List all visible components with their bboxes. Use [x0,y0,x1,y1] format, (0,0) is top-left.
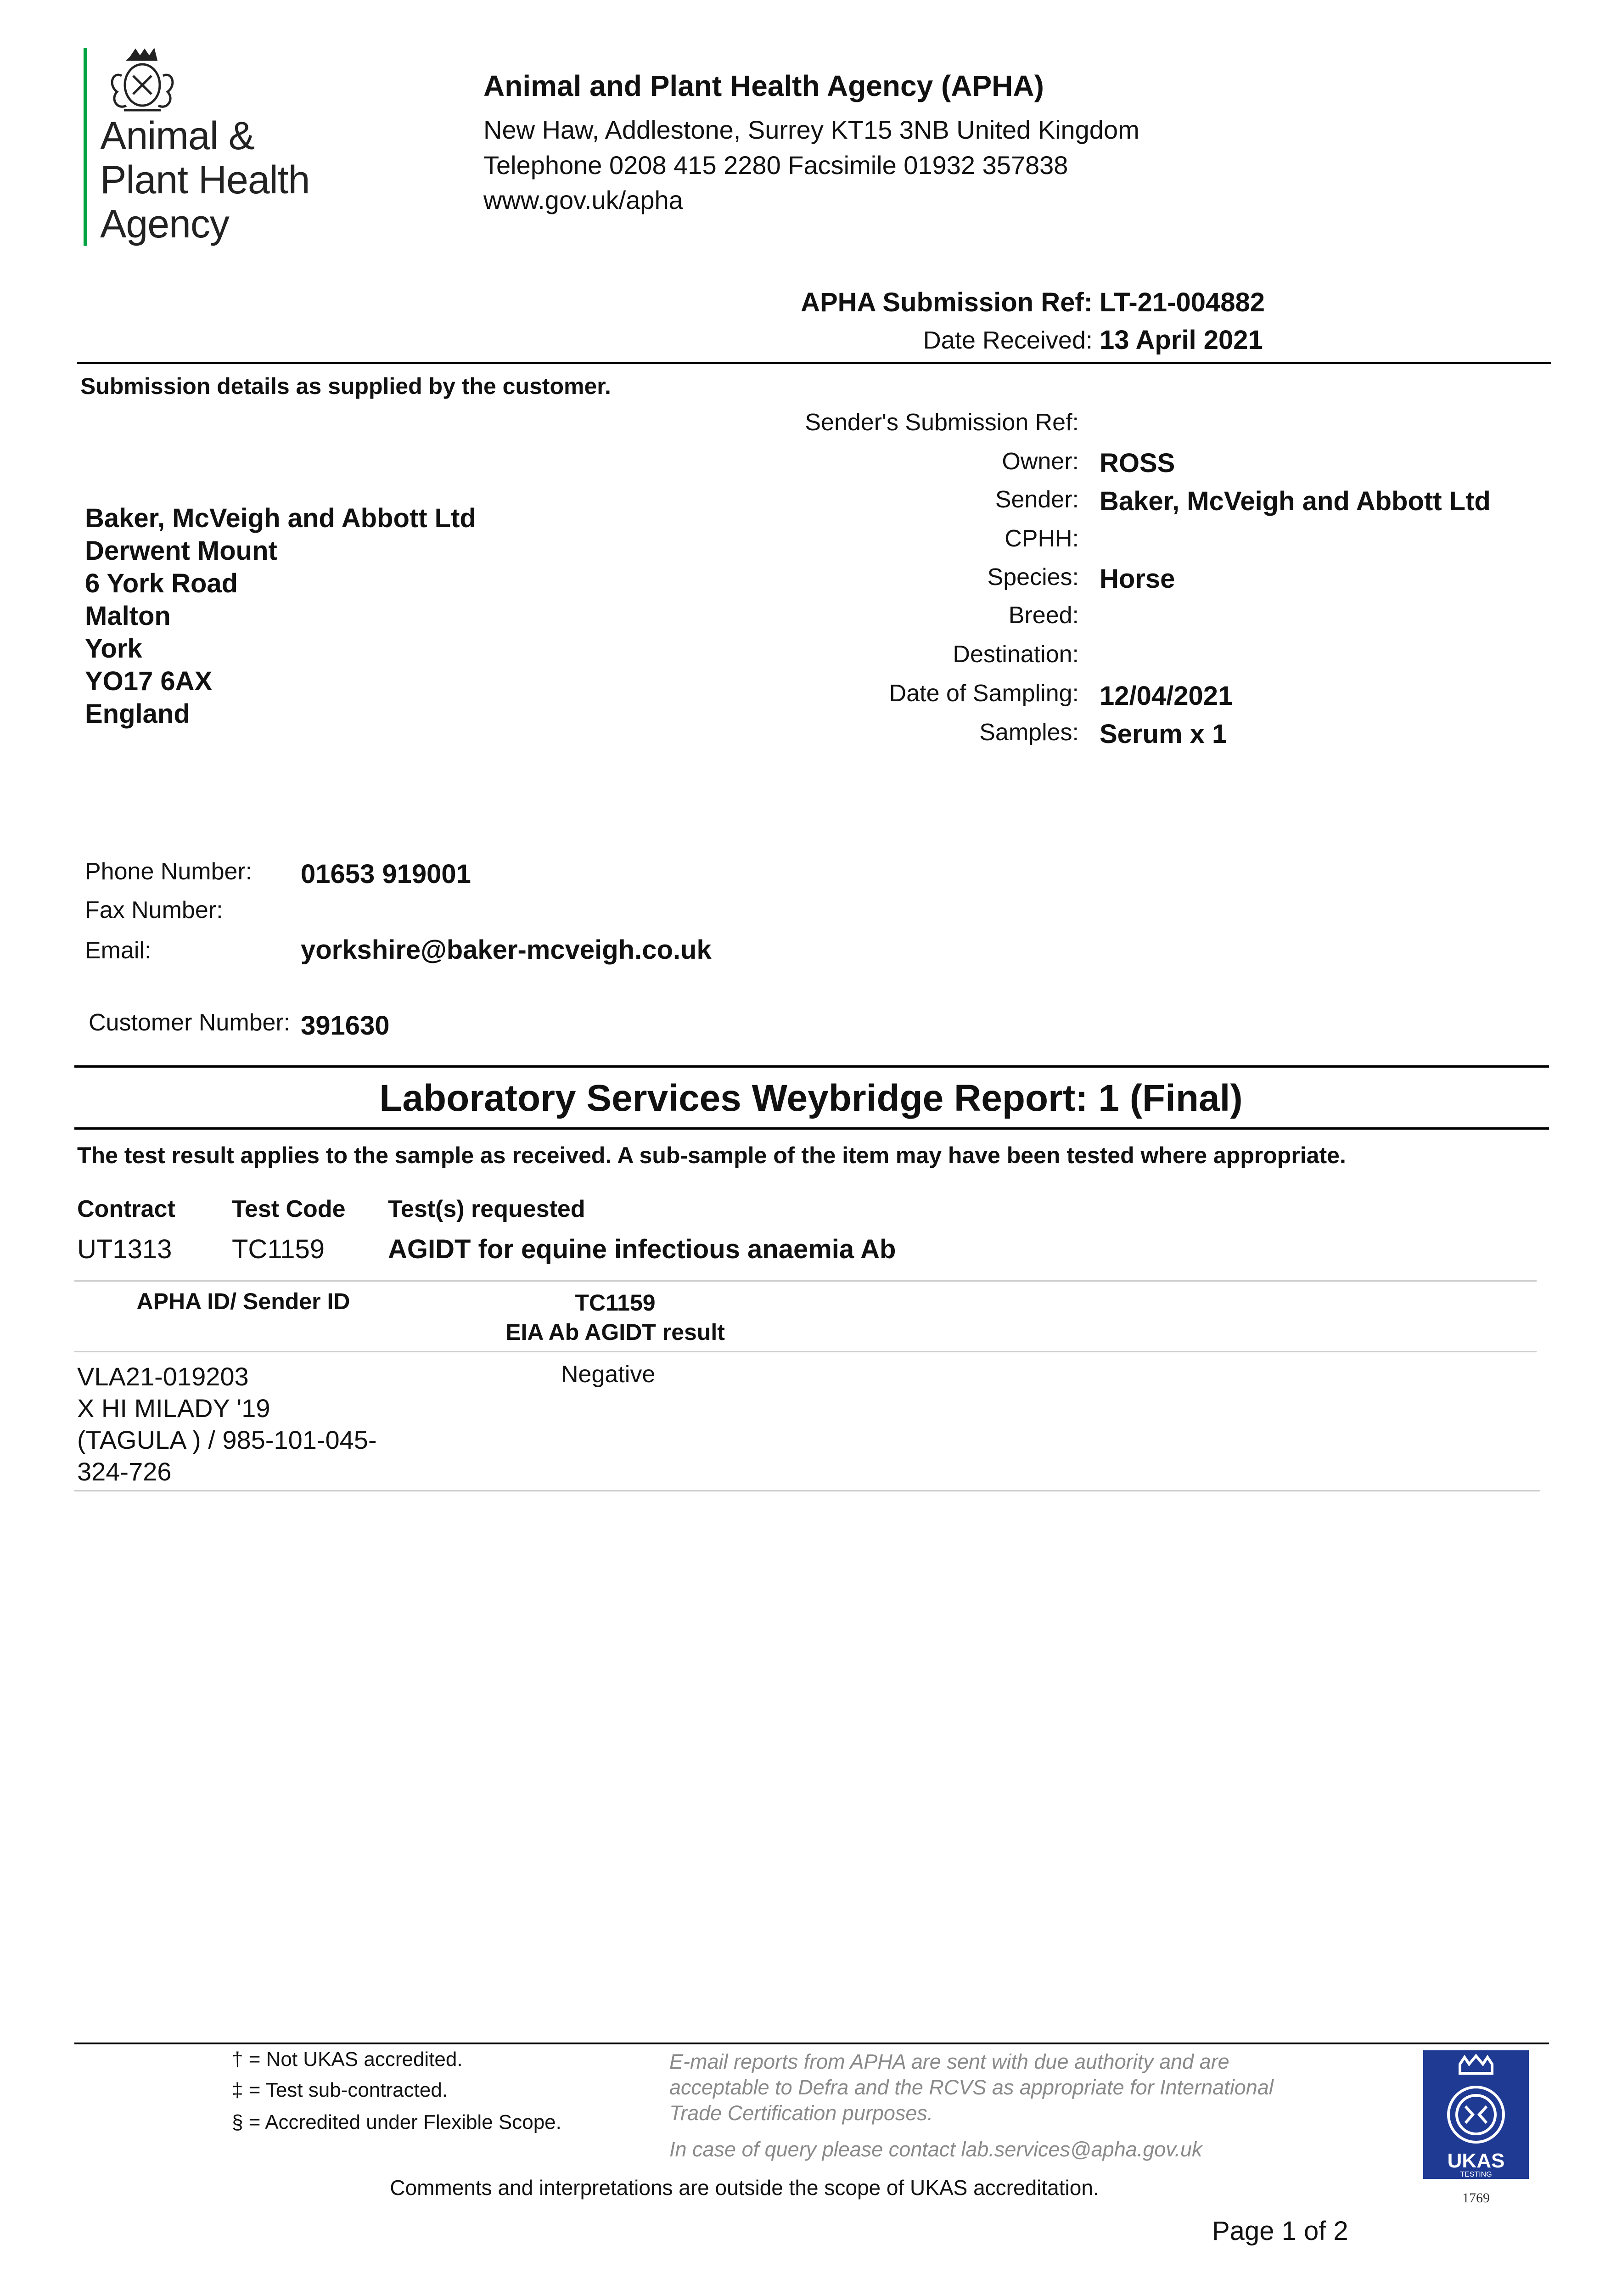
agency-address: New Haw, Addlestone, Surrey KT15 3NB United Kingdom [483,115,1139,144]
customer-number-label: Customer Number: [89,1009,291,1036]
report-bottom-divider [74,1127,1549,1130]
address-line: York [85,634,142,664]
logo-line: Agency [100,202,229,246]
agency-website[interactable]: www.gov.uk/apha [483,186,683,214]
results-id-header: APHA ID/ Sender ID [136,1289,350,1314]
submission-ref-value: LT-21-004882 [1100,287,1265,317]
email-note-line: E-mail reports from APHA are sent with due authority and are [669,2050,1229,2073]
detail-label-date-of-sampling: Date of Sampling: [889,680,1079,707]
sample-id-line: X HI MILADY '19 [77,1394,270,1423]
tests-requested-header: Test(s) requested [388,1196,585,1222]
date-received-label: Date Received: [923,326,1093,354]
detail-value-samples: Serum x 1 [1100,719,1227,749]
contract-value: UT1313 [77,1234,172,1264]
ukas-mark [1423,2050,1529,2206]
detail-label-cphh: CPHH: [1005,525,1079,552]
detail-label-sender: Sender: [995,486,1079,513]
footnote-subcontracted: ‡ = Test sub-contracted. [232,2079,448,2101]
ukas-testing-label: TESTING [1460,2171,1492,2178]
detail-value-owner: ROSS [1100,448,1175,478]
detail-label-species: Species: [987,564,1079,591]
sample-id-line: (TAGULA ) / 985-101-045- [77,1425,377,1454]
fax-label: Fax Number: [85,897,223,923]
footnote-flexible-scope: § = Accredited under Flexible Scope. [232,2111,561,2133]
table-row-id [77,1361,444,1487]
ukas-number: 1769 [1462,2190,1490,2206]
logo-accent-bar [84,48,87,246]
address-line: YO17 6AX [85,666,213,696]
logo-wordmark [100,114,310,246]
results-header-rule [74,1351,1537,1352]
test-code-header: Test Code [232,1196,346,1222]
page-number: Page 1 of 2 [1212,2216,1348,2246]
detail-label-breed: Breed: [1008,602,1079,629]
ukas-label: UKAS [1447,2150,1505,2172]
results-test-code: TC1159 [575,1290,656,1316]
detail-label-senders-ref: Sender's Submission Ref: [805,409,1079,436]
table-row-result: Negative [561,1361,656,1388]
logo-line: Animal & [100,114,255,158]
query-contact: In case of query please contact lab.services@apha.gov.uk [669,2138,1202,2161]
results-table-top-rule [74,1280,1537,1282]
detail-label-owner: Owner: [1002,448,1079,475]
date-received-value: 13 April 2021 [1100,325,1263,355]
email-value[interactable]: yorkshire@baker-mcveigh.co.uk [301,935,712,965]
address-line: Malton [85,601,171,631]
email-label: Email: [85,937,152,964]
royal-crest-icon [99,48,186,117]
phone-value: 01653 919001 [301,859,471,889]
test-code-value: TC1159 [232,1234,325,1264]
address-line: 6 York Road [85,568,238,598]
detail-value-date-of-sampling: 12/04/2021 [1100,681,1233,711]
report-title: Laboratory Services Weybridge Report: 1 (Final) [379,1077,1243,1119]
ukas-crown-icon [1423,2050,1529,2188]
test-result-note: The test result applies to the sample as received. A sub-sample of the item may have been tested where appropriate. [77,1142,1346,1168]
footer-divider [74,2043,1549,2044]
customer-number-value: 391630 [301,1011,390,1041]
results-test-header [477,1288,753,1347]
logo-line: Plant Health [100,158,310,202]
detail-label-destination: Destination: [953,641,1079,668]
address-line: Baker, McVeigh and Abbott Ltd [85,503,476,533]
detail-label-samples: Samples: [979,719,1079,746]
submission-note: Submission details as supplied by the customer. [80,373,611,399]
agency-name: Animal and Plant Health Agency (APHA) [483,69,1044,102]
tests-requested-value: AGIDT for equine infectious anaemia Ab [388,1234,896,1264]
ukas-comments-note: Comments and interpretations are outside the scope of UKAS accreditation. [390,2176,1099,2200]
detail-value-sender: Baker, McVeigh and Abbott Ltd [1100,486,1491,516]
phone-label: Phone Number: [85,858,253,885]
email-note-line: acceptable to Defra and the RCVS as appropriate for International [669,2076,1274,2099]
results-bottom-rule [74,1490,1540,1491]
address-line: England [85,699,190,729]
results-test-name: EIA Ab AGIDT result [505,1319,725,1345]
customer-address [85,502,476,730]
email-note-line: Trade Certification purposes. [669,2101,933,2125]
sample-id-line: VLA21-019203 [77,1362,249,1391]
email-reports-note [669,2049,1381,2126]
report-top-divider [74,1065,1549,1068]
footnote-not-accredited: † = Not UKAS accredited. [232,2048,463,2071]
sample-id-line: 324-726 [77,1457,172,1486]
address-line: Derwent Mount [85,536,277,566]
submission-ref-label: APHA Submission Ref: [801,287,1093,317]
agency-phone-fax: Telephone 0208 415 2280 Facsimile 01932 357838 [483,151,1068,180]
detail-value-species: Horse [1100,564,1175,594]
header-divider [77,362,1551,364]
contract-header: Contract [77,1196,175,1222]
